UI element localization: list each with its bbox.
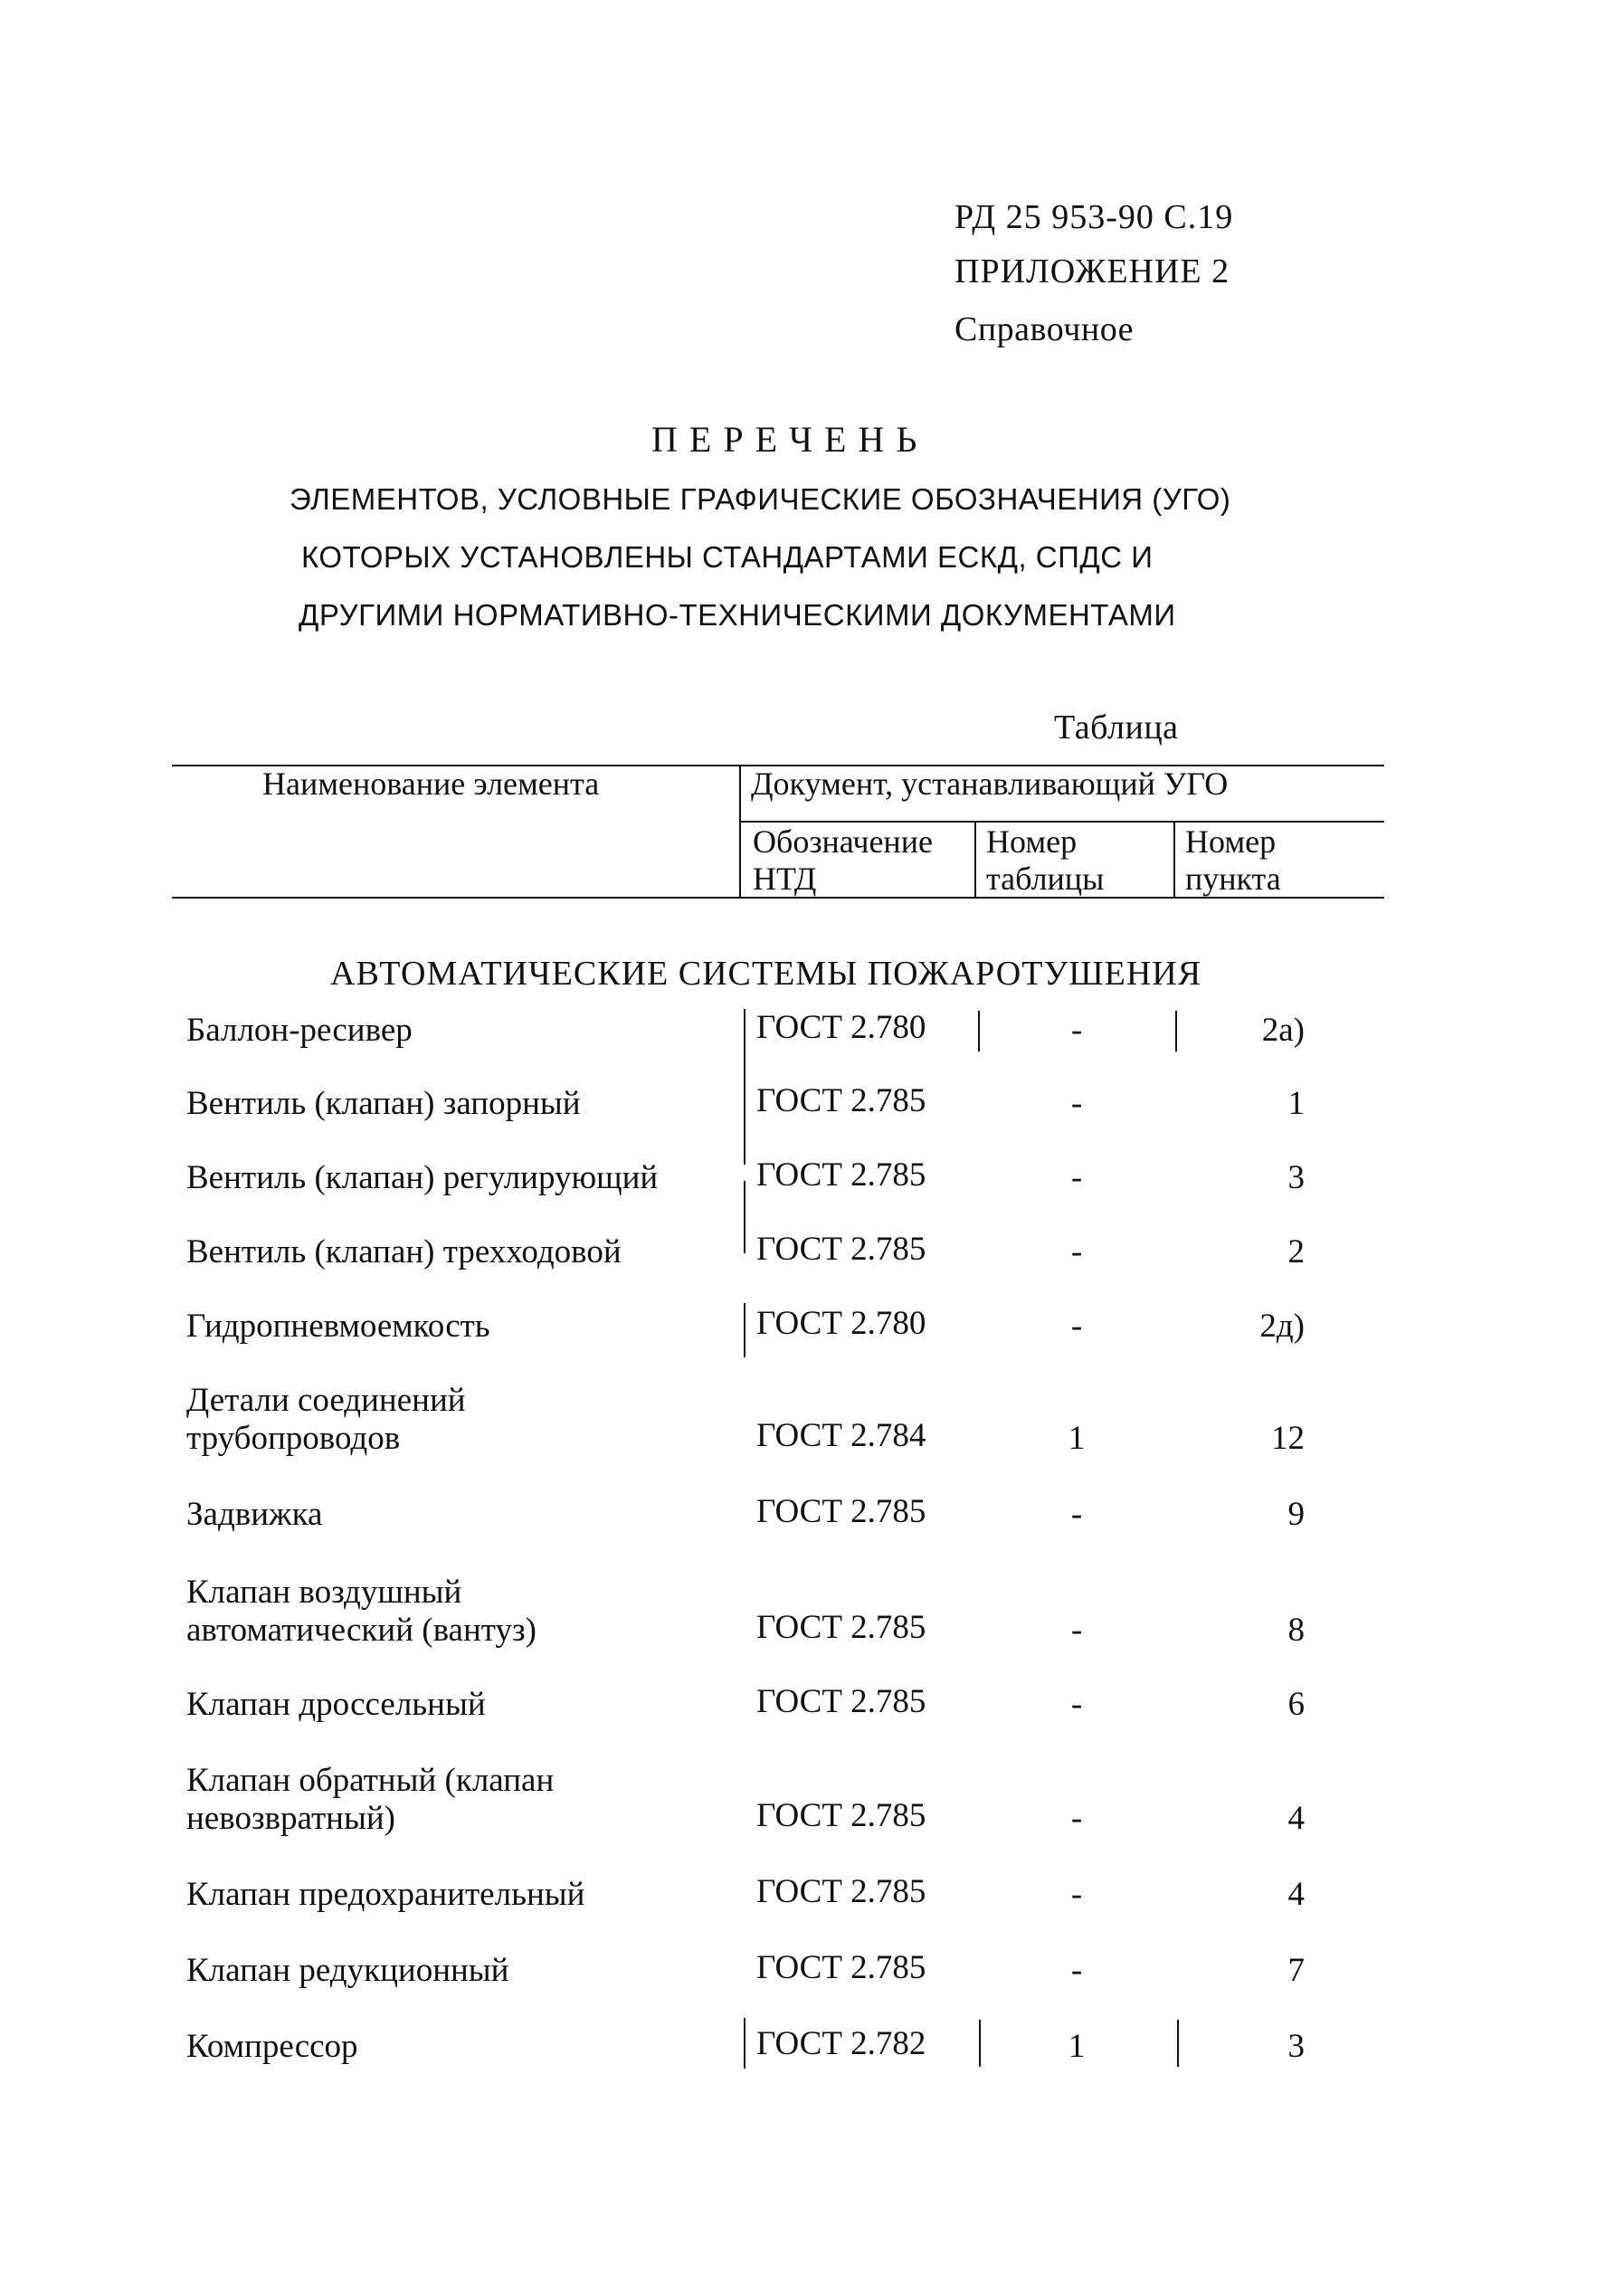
row-item-no: 1 xyxy=(1287,1085,1305,1122)
row-ntd: ГОСТ 2.785 xyxy=(756,1231,926,1268)
table-header-divider xyxy=(1173,821,1175,898)
row-item-no: 6 xyxy=(1287,1686,1305,1723)
row-ntd: ГОСТ 2.785 xyxy=(756,1683,926,1720)
appendix-type: Справочное xyxy=(954,310,1135,348)
table-header-divider xyxy=(974,821,976,898)
appendix-number: ПРИЛОЖЕНИЕ 2 xyxy=(954,252,1230,290)
row-ntd: ГОСТ 2.785 xyxy=(756,1949,926,1986)
title-line-2: КОТОРЫХ УСТАНОВЛЕНЫ СТАНДАРТАМИ ЕСКД, СПДС И xyxy=(301,540,1154,574)
document-reference: РД 25 953-90 С.19 xyxy=(954,198,1234,236)
row-item-no: 9 xyxy=(1287,1496,1305,1533)
row-table-no: - xyxy=(1070,1012,1083,1049)
row-table-no: - xyxy=(1070,1686,1083,1723)
row-item-no: 3 xyxy=(1287,2028,1305,2065)
row-name-continued: автоматический (вантуз) xyxy=(186,1612,537,1649)
row-name: Клапан воздушный xyxy=(186,1574,462,1611)
column-divider xyxy=(979,2020,981,2067)
row-table-no: 1 xyxy=(1068,1420,1086,1457)
row-ntd: ГОСТ 2.785 xyxy=(756,1493,926,1530)
row-name: Клапан дроссельный xyxy=(186,1686,486,1723)
row-ntd: ГОСТ 2.785 xyxy=(756,1082,926,1119)
table-caption: Таблица xyxy=(1054,709,1179,747)
header-item-no-2: пункта xyxy=(1185,861,1281,897)
row-ntd: ГОСТ 2.780 xyxy=(756,1009,926,1046)
column-divider xyxy=(744,1303,746,1357)
row-ntd: ГОСТ 2.785 xyxy=(756,1873,926,1910)
row-ntd: ГОСТ 2.780 xyxy=(756,1305,926,1342)
row-table-no: - xyxy=(1070,1496,1083,1533)
column-divider xyxy=(744,1181,746,1253)
header-table-no: Номер xyxy=(986,823,1078,860)
row-name: Вентиль (клапан) трехходовой xyxy=(186,1233,622,1270)
row-name: Вентиль (клапан) запорный xyxy=(186,1085,581,1122)
row-table-no: - xyxy=(1070,1233,1083,1270)
column-divider xyxy=(978,1011,980,1051)
row-table-no: - xyxy=(1070,1159,1083,1196)
list-title: ПЕРЕЧЕНЬ xyxy=(651,419,929,460)
row-ntd: ГОСТ 2.785 xyxy=(756,1156,926,1194)
column-divider xyxy=(1177,2020,1179,2067)
row-name-continued: трубопроводов xyxy=(186,1420,401,1457)
row-item-no: 3 xyxy=(1287,1159,1305,1196)
row-name: Клапан предохранительный xyxy=(186,1876,585,1913)
section-title: АВТОМАТИЧЕСКИЕ СИСТЕМЫ ПОЖАРОТУШЕНИЯ xyxy=(330,955,1202,993)
row-table-no: - xyxy=(1070,1612,1083,1649)
table-header-divider xyxy=(739,765,741,898)
header-document: Документ, устанавливающий УГО xyxy=(751,766,1229,802)
row-name: Детали соединений xyxy=(186,1382,466,1419)
row-table-no: 1 xyxy=(1068,2028,1086,2065)
row-name-continued: невозвратный) xyxy=(186,1800,395,1837)
row-ntd: ГОСТ 2.785 xyxy=(756,1609,926,1646)
row-item-no: 4 xyxy=(1287,1876,1305,1913)
header-item-no: Номер xyxy=(1185,823,1277,860)
row-item-no: 2д) xyxy=(1259,1308,1305,1345)
column-divider xyxy=(744,2018,746,2069)
row-ntd: ГОСТ 2.785 xyxy=(756,1797,926,1834)
row-table-no: - xyxy=(1070,1952,1083,1989)
row-table-no: - xyxy=(1070,1800,1083,1837)
row-item-no: 2 xyxy=(1287,1233,1305,1270)
header-element-name: Наименование элемента xyxy=(262,766,600,802)
row-name: Вентиль (клапан) регулирующий xyxy=(186,1159,659,1196)
header-designation-2: НТД xyxy=(753,861,817,897)
row-table-no: - xyxy=(1070,1085,1083,1122)
row-ntd: ГОСТ 2.782 xyxy=(756,2025,926,2062)
column-divider xyxy=(1175,1011,1177,1051)
row-ntd: ГОСТ 2.784 xyxy=(756,1417,926,1454)
row-item-no: 8 xyxy=(1287,1612,1305,1649)
row-item-no: 2а) xyxy=(1261,1012,1305,1049)
row-item-no: 7 xyxy=(1287,1952,1305,1989)
header-designation: Обозначение xyxy=(753,823,933,860)
column-divider xyxy=(744,1009,746,1165)
title-line-3: ДРУГИМИ НОРМАТИВНО-ТЕХНИЧЕСКИМИ ДОКУМЕНТАМИ xyxy=(299,598,1176,632)
row-name: Клапан редукционный xyxy=(186,1952,509,1989)
row-item-no: 12 xyxy=(1271,1420,1305,1457)
header-table-no-2: таблицы xyxy=(986,861,1105,897)
row-table-no: - xyxy=(1070,1876,1083,1913)
row-name: Гидропневмоемкость xyxy=(186,1308,490,1345)
row-name: Баллон-ресивер xyxy=(186,1012,413,1049)
row-name: Компрессор xyxy=(186,2028,358,2065)
row-name: Клапан обратный (клапан xyxy=(186,1762,555,1799)
row-name: Задвижка xyxy=(186,1496,323,1533)
row-item-no: 4 xyxy=(1287,1800,1305,1837)
title-line-1: ЭЛЕМЕНТОВ, УСЛОВНЫЕ ГРАФИЧЕСКИЕ ОБОЗНАЧЕНИЯ (УГО) xyxy=(290,482,1231,516)
row-table-no: - xyxy=(1070,1308,1083,1345)
